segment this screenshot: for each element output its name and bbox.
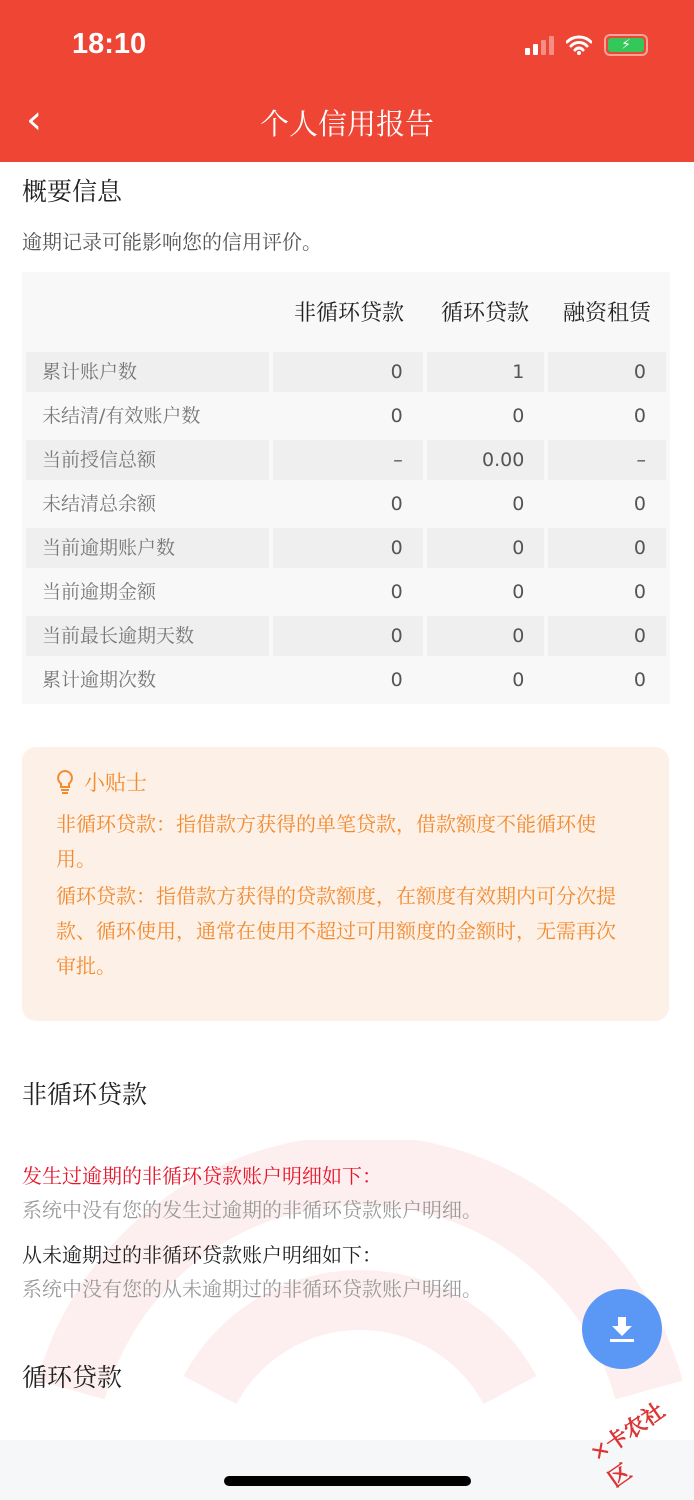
header [0,0,694,162]
table-row [22,658,670,702]
row-label: 未结清总余额 [42,493,157,515]
revolving-title: 循环贷款 [22,1363,123,1392]
row-value: 0 [390,581,403,603]
row-value: 0 [548,528,666,568]
row-value: 0 [512,669,525,691]
tip-item: 非循环贷款：指借款方获得的单笔贷款，借款额度不能循环使用。 [56,812,596,871]
table-row [22,394,670,438]
row-value: 0 [390,493,403,515]
tips-card [22,747,669,1021]
row-value: 0 [390,669,403,691]
row-value: 0 [273,616,423,656]
summary-title: 概要信息 [22,177,123,206]
row-value: 0 [512,581,525,603]
table-row [22,614,670,658]
column-header: 非循环贷款 [293,300,404,326]
non-revolving-title: 非循环贷款 [22,1080,148,1109]
table-row [22,482,670,526]
table-row [22,438,670,482]
row-label: 累计账户数 [26,352,269,392]
table-row [22,570,670,614]
summary-section [22,162,670,691]
row-value: 0 [633,669,646,691]
download-icon [607,1314,637,1344]
row-value: 0 [633,493,646,515]
summary-subtitle: 逾期记录可能影响您的信用评价。 [22,230,322,254]
row-label: 未结清/有效账户数 [42,405,201,427]
overdue-empty-text: 系统中没有您的发生过逾期的非循环贷款账户明细。 [22,1198,482,1222]
status-time: 18:10 [72,28,147,60]
row-value: 1 [427,352,545,392]
column-header: 融资租赁 [562,300,651,326]
home-indicator [224,1476,471,1486]
back-button[interactable]: ‹ [26,97,42,143]
never-overdue-empty-text: 系统中没有您的从未逾期过的非循环贷款账户明细。 [22,1277,482,1301]
lightbulb-icon [56,769,74,795]
tips-title: 小贴士 [84,771,147,795]
table-row [22,350,670,394]
column-header: 循环贷款 [440,300,529,326]
row-value: 0 [548,352,666,392]
battery-icon: ⚡ [604,34,648,56]
row-value: 0.00 [427,440,545,480]
row-value: 0 [633,405,646,427]
row-label: 当前授信总额 [26,440,269,480]
row-value: 0 [427,616,545,656]
row-value: 0 [273,528,423,568]
row-value: 0 [633,581,646,603]
row-label: 当前最长逾期天数 [26,616,269,656]
row-value: 0 [273,352,423,392]
row-value: 0 [390,405,403,427]
tip-item: 循环贷款：指借款方获得的贷款额度，在额度有效期内可分次提款、循环使用，通常在使用不超过可用额度的金额时，无需再次审批。 [56,884,616,978]
signal-icon [525,36,554,55]
status-icons [525,34,648,56]
row-value: 0 [512,405,525,427]
never-overdue-heading: 从未逾期过的非循环贷款账户明细如下： [22,1243,382,1267]
row-label: 累计逾期次数 [42,669,157,691]
overdue-heading: 发生过逾期的非循环贷款账户明细如下： [22,1164,382,1188]
row-value: – [273,440,423,480]
table-header [22,272,670,350]
table-row [22,526,670,570]
row-value: 0 [548,616,666,656]
row-label: 当前逾期账户数 [26,528,269,568]
row-value: 0 [427,528,545,568]
row-value: 0 [512,493,525,515]
download-button[interactable] [582,1289,662,1369]
row-value: – [548,440,666,480]
page-title: 个人信用报告 [259,107,434,141]
summary-table [22,272,670,704]
wifi-icon [566,35,592,55]
watermark-logo: ✕卡农社区 [586,1398,670,1493]
row-label: 当前逾期金额 [42,581,157,603]
